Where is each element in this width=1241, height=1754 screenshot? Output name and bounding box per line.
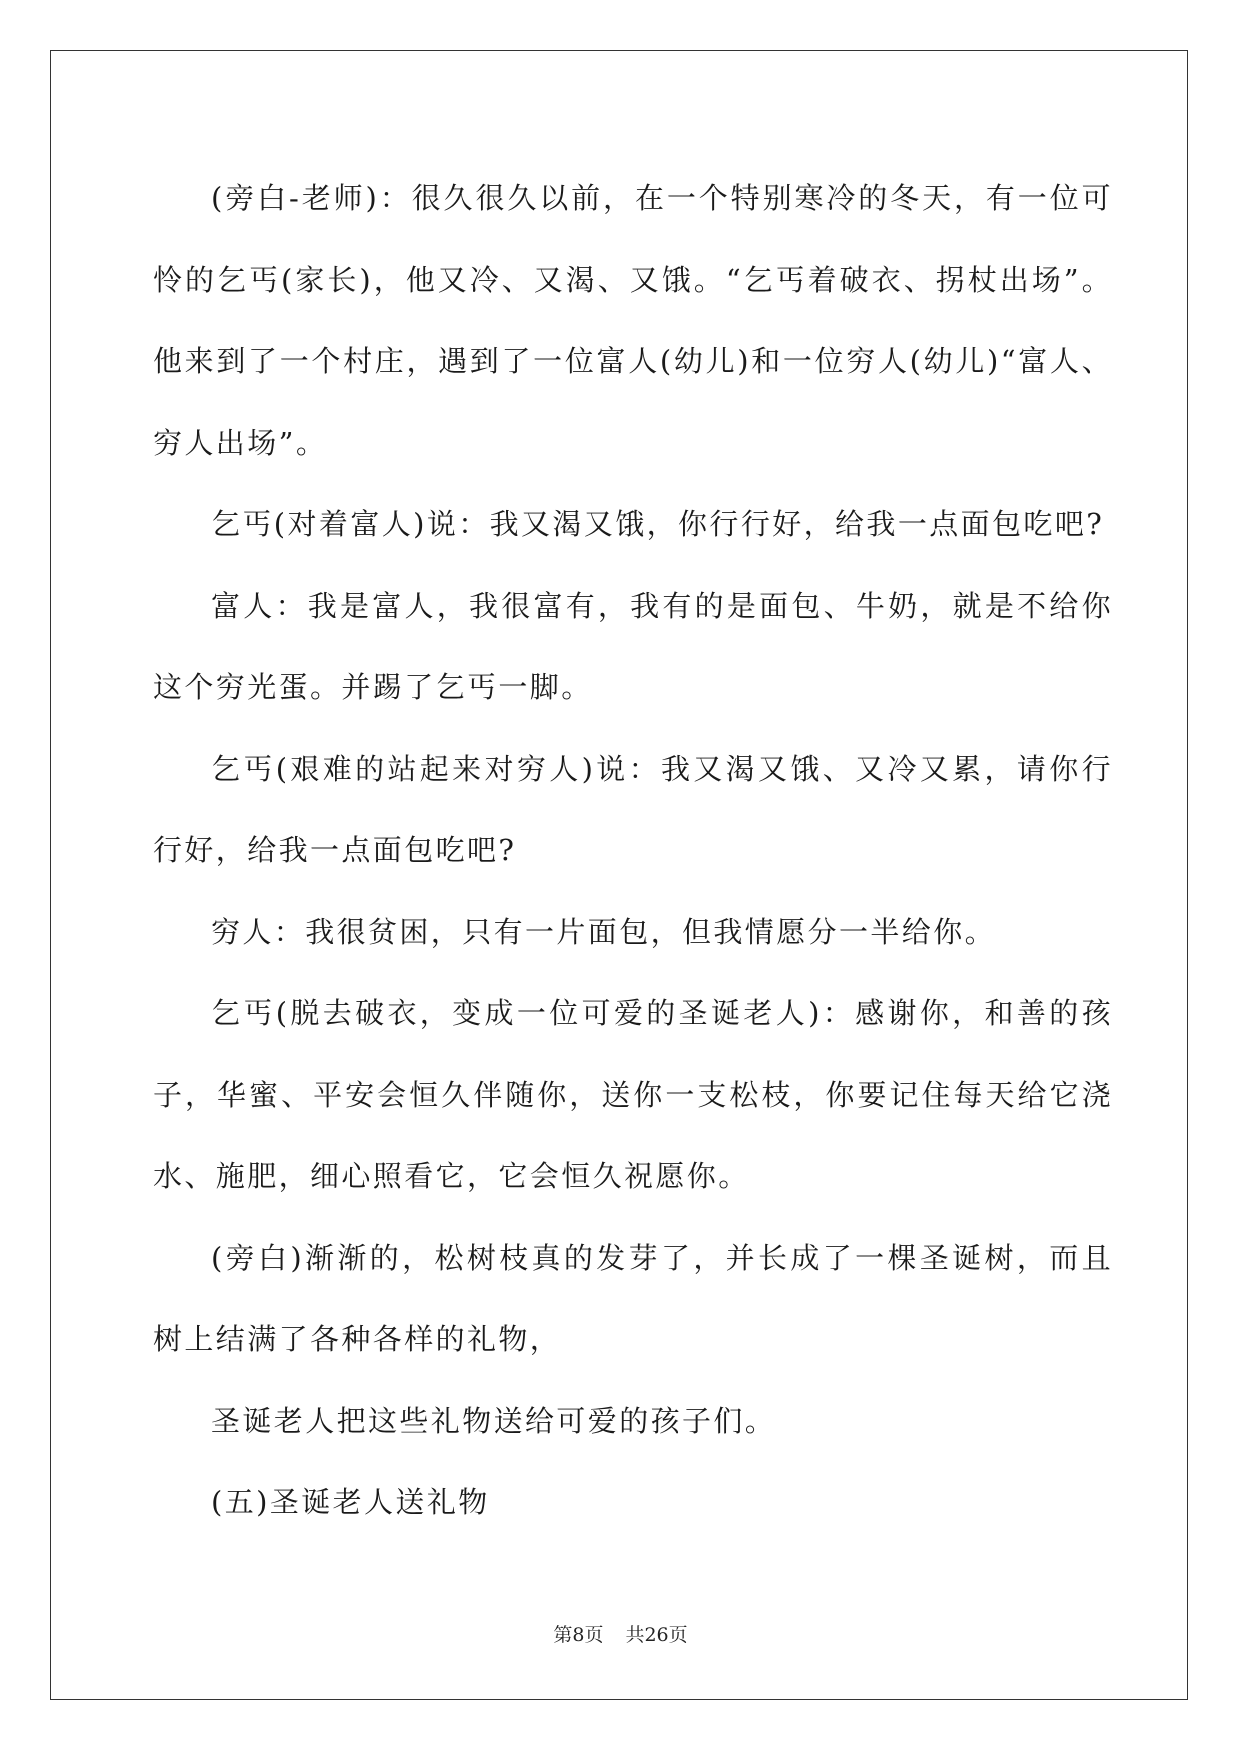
page-number: 第8页 <box>553 1624 604 1646</box>
section-heading-five: (五)圣诞老人送礼物 <box>211 1485 490 1519</box>
page-footer <box>0 1620 1241 1647</box>
document-body <box>153 158 1113 1544</box>
paragraph-beggar-to-rich: 乞丐(对着富人)说：我又渴又饿，你行行好，给我一点面包吃吧? <box>211 507 1105 541</box>
paragraph-narrator-intro: (旁白-老师)：很久很久以前，在一个特别寒冷的冬天，有一位可怜的乞丐(家长)，他又冷、又渴、又饿。“乞丐着破衣、拐杖出场”。他来到了一个村庄，遇到了一位富人(幼儿)和一位穷人(幼儿)“富人、穷人出场”。 <box>153 181 1113 460</box>
paragraph-santa-gifts: 圣诞老人把这些礼物送给可爱的孩子们。 <box>211 1403 777 1438</box>
paragraph-narrator-tree: (旁白)渐渐的，松树枝真的发芽了，并长成了一棵圣诞树，而且树上结满了各种各样的礼物， <box>153 1240 1113 1356</box>
paragraph-santa-transform: 乞丐(脱去破衣，变成一位可爱的圣诞老人)：感谢你，和善的孩子，华蜜、平安会恒久伴随你，送你一支松枝，你要记住每天给它浇水、施肥，细心照看它，它会恒久祝愿你。 <box>153 996 1113 1193</box>
paragraph-beggar-to-poor: 乞丐(艰难的站起来对穷人)说：我又渴又饿、又冷又累，请你行行好，给我一点面包吃吧? <box>153 751 1113 867</box>
paragraph-poor-reply: 穷人：我很贫困，只有一片面包，但我情愿分一半给你。 <box>211 914 997 949</box>
total-pages: 共26页 <box>625 1624 688 1646</box>
paragraph-rich-reply: 富人：我是富人，我很富有，我有的是面包、牛奶，就是不给你这个穷光蛋。并踢了乞丐一脚。 <box>153 588 1113 704</box>
